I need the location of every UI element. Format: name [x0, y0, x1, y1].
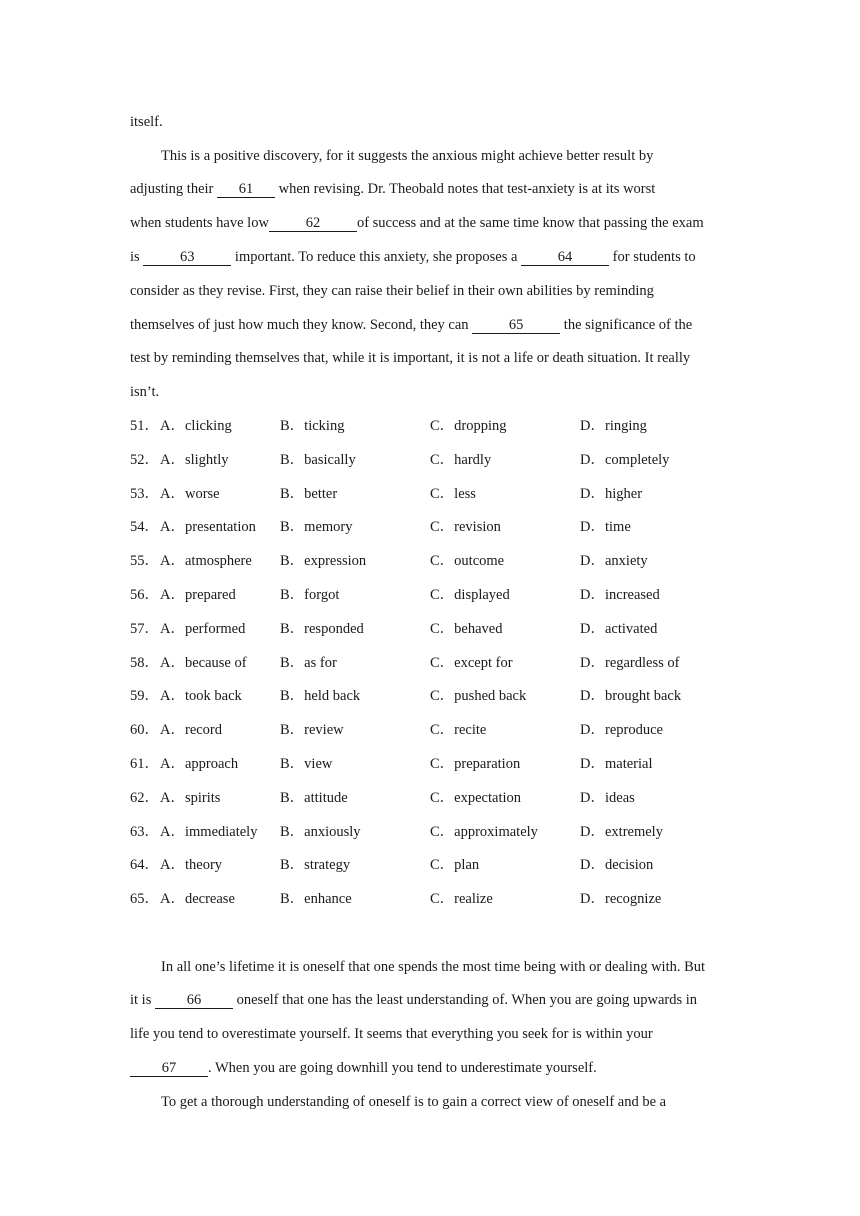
- question-number: 64．: [130, 857, 159, 874]
- option-text: performed: [184, 620, 246, 637]
- option-letter: D．: [580, 553, 605, 570]
- option-text: record: [184, 722, 223, 739]
- option-text: spirits: [184, 789, 221, 806]
- option-letter: D．: [580, 688, 605, 705]
- passage-line: [130, 281, 654, 301]
- option-letter: B．: [280, 418, 305, 434]
- blank-64: 64: [521, 249, 609, 266]
- option-letter: B．: [280, 654, 305, 671]
- option-letter: C．: [430, 654, 455, 671]
- blank-66: 66: [155, 992, 233, 1009]
- blank-65: 65: [472, 317, 560, 334]
- option-letter: B．: [280, 519, 305, 536]
- passage-line: [130, 348, 690, 368]
- option-letter: B．: [280, 485, 305, 502]
- option-text: higher: [604, 485, 643, 502]
- option-row: [130, 484, 750, 504]
- question-number: 53．: [130, 485, 159, 502]
- option-letter: A．: [160, 789, 185, 806]
- option-letter: C．: [430, 756, 455, 772]
- option-text: responded: [304, 620, 364, 637]
- option-letter: B．: [280, 553, 305, 570]
- option-text: reproduce: [604, 722, 663, 739]
- option-a: [160, 484, 220, 504]
- option-letter: D．: [580, 587, 605, 603]
- option-text: recite: [454, 722, 487, 739]
- option-b: [280, 720, 344, 740]
- passage-line: [161, 957, 705, 977]
- passage-line: [130, 1024, 653, 1044]
- passage-text: adjusting their: [130, 181, 217, 197]
- option-d: [580, 822, 663, 842]
- passage-text: . When you are going downhill you tend to underestimate yourself.: [208, 1060, 597, 1076]
- option-d: [580, 686, 681, 706]
- option-text: extremely: [604, 823, 663, 840]
- option-a: [160, 822, 257, 842]
- option-letter: A．: [160, 756, 185, 772]
- option-text: plan: [454, 857, 480, 874]
- option-letter: C．: [430, 418, 455, 434]
- option-b: [280, 450, 356, 470]
- option-row: [130, 653, 750, 673]
- option-letter: A．: [160, 722, 185, 739]
- option-text: increased: [604, 587, 660, 603]
- option-a: [160, 416, 232, 436]
- option-a: [160, 517, 256, 537]
- passage-text: This is a positive discovery, for it suggests the anxious might achieve better result by: [161, 148, 654, 164]
- option-b: [280, 585, 339, 605]
- passage-text: is: [130, 249, 144, 265]
- option-letter: B．: [280, 789, 305, 806]
- option-letter: D．: [580, 789, 605, 806]
- option-b: [280, 822, 361, 842]
- option-c: [430, 822, 538, 842]
- option-letter: D．: [580, 823, 605, 840]
- passage-text: consider as they revise. First, they can raise their belief in their own abilities by reminding: [130, 283, 654, 299]
- blank-62: 62: [269, 215, 357, 232]
- passage-line: [130, 1058, 597, 1078]
- passage-line: [130, 247, 696, 267]
- option-text: brought back: [604, 688, 682, 705]
- option-text: better: [304, 485, 338, 502]
- option-letter: D．: [580, 519, 605, 536]
- option-c: [430, 450, 491, 470]
- option-text: ringing: [604, 418, 647, 434]
- option-row: [130, 686, 750, 706]
- option-row: [130, 517, 750, 537]
- passage-text: life you tend to overestimate yourself. It seems that everything you seek for is within your: [130, 1026, 653, 1042]
- option-letter: C．: [430, 519, 455, 536]
- option-text: completely: [604, 451, 670, 468]
- passage-text: In all one’s lifetime it is oneself that one spends the most time being with or dealing with. But: [161, 959, 706, 975]
- option-c: [430, 686, 526, 706]
- option-d: [580, 585, 660, 605]
- option-letter: A．: [160, 451, 185, 468]
- option-letter: A．: [160, 688, 185, 705]
- option-text: ticking: [304, 418, 345, 434]
- option-text: behaved: [454, 620, 503, 637]
- option-text: worse: [184, 485, 220, 502]
- option-a: [160, 551, 252, 571]
- option-letter: D．: [580, 756, 605, 772]
- passage-text: the significance of the: [560, 317, 693, 333]
- option-letter: C．: [430, 620, 455, 637]
- option-text: review: [304, 722, 344, 739]
- option-a: [160, 585, 236, 605]
- passage-text: it is: [130, 992, 155, 1008]
- option-c: [430, 754, 520, 774]
- option-text: pushed back: [454, 688, 527, 705]
- passage-text: oneself that one has the least understanding of. When you are going upwards in: [232, 992, 697, 1008]
- passage-text: isn’t.: [130, 384, 160, 400]
- option-b: [280, 889, 352, 909]
- option-letter: D．: [580, 418, 605, 434]
- option-text: anxiously: [304, 823, 361, 840]
- option-text: enhance: [304, 891, 352, 908]
- option-letter: A．: [160, 587, 185, 603]
- option-d: [580, 484, 642, 504]
- passage-text: test by reminding themselves that, while it is important, it is not a life or death situation. It really: [130, 350, 691, 366]
- question-number: 59．: [130, 688, 159, 705]
- option-text: less: [454, 485, 476, 502]
- option-c: [430, 517, 501, 537]
- passage-text: of success and at the same time know that passing the exam: [356, 215, 704, 231]
- option-letter: D．: [580, 891, 605, 908]
- option-letter: A．: [160, 654, 185, 671]
- option-text: immediately: [184, 823, 258, 840]
- question-number: 54．: [130, 519, 159, 536]
- option-row: [130, 754, 750, 774]
- blank-67: 67: [130, 1060, 208, 1077]
- question-number: 52．: [130, 451, 159, 468]
- option-a: [160, 889, 235, 909]
- option-text: material: [604, 756, 653, 772]
- option-letter: B．: [280, 756, 305, 772]
- passage-text: itself.: [130, 114, 163, 130]
- question-number: 57．: [130, 620, 159, 637]
- option-text: expectation: [454, 789, 522, 806]
- option-text: approach: [184, 756, 239, 772]
- option-c: [430, 889, 493, 909]
- option-c: [430, 788, 521, 808]
- question-number: 56．: [130, 587, 159, 603]
- option-letter: C．: [430, 485, 455, 502]
- option-letter: C．: [430, 857, 455, 874]
- option-c: [430, 551, 504, 571]
- option-letter: B．: [280, 823, 305, 840]
- question-number: 65．: [130, 891, 159, 908]
- option-text: hardly: [454, 451, 492, 468]
- option-letter: A．: [160, 891, 185, 908]
- option-c: [430, 619, 502, 639]
- option-text: prepared: [184, 587, 236, 603]
- option-text: memory: [304, 519, 353, 536]
- option-d: [580, 889, 661, 909]
- option-b: [280, 551, 366, 571]
- option-d: [580, 450, 669, 470]
- option-text: outcome: [454, 553, 505, 570]
- option-d: [580, 788, 635, 808]
- option-text: dropping: [454, 418, 507, 434]
- option-c: [430, 653, 513, 673]
- option-row: [130, 822, 750, 842]
- option-letter: D．: [580, 857, 605, 874]
- option-letter: C．: [430, 722, 455, 739]
- question-number: 63．: [130, 823, 159, 840]
- option-c: [430, 720, 486, 740]
- option-d: [580, 619, 657, 639]
- option-d: [580, 855, 653, 875]
- option-letter: A．: [160, 553, 185, 570]
- option-a: [160, 653, 247, 673]
- option-text: recognize: [604, 891, 662, 908]
- option-letter: C．: [430, 553, 455, 570]
- option-letter: B．: [280, 891, 305, 908]
- option-letter: C．: [430, 891, 455, 908]
- option-text: preparation: [454, 756, 521, 772]
- option-b: [280, 416, 344, 436]
- option-text: presentation: [184, 519, 256, 536]
- option-text: regardless of: [604, 654, 680, 671]
- question-number: 60．: [130, 722, 159, 739]
- passage-line: [130, 315, 692, 335]
- option-letter: C．: [430, 789, 455, 806]
- option-a: [160, 686, 242, 706]
- option-c: [430, 484, 476, 504]
- option-letter: D．: [580, 485, 605, 502]
- option-text: decision: [604, 857, 654, 874]
- option-d: [580, 653, 679, 673]
- passage-text: To get a thorough understanding of oneself is to gain a correct view of oneself and be a: [161, 1094, 667, 1110]
- passage-line: [161, 146, 653, 166]
- option-letter: D．: [580, 451, 605, 468]
- option-letter: D．: [580, 620, 605, 637]
- question-number: 61．: [130, 756, 159, 772]
- passage-text: for students to: [609, 249, 696, 265]
- option-a: [160, 720, 222, 740]
- option-letter: B．: [280, 451, 305, 468]
- option-letter: B．: [280, 688, 305, 705]
- option-text: slightly: [184, 451, 229, 468]
- option-text: anxiety: [604, 553, 648, 570]
- option-d: [580, 551, 648, 571]
- option-row: [130, 720, 750, 740]
- option-b: [280, 855, 350, 875]
- option-c: [430, 855, 479, 875]
- option-letter: C．: [430, 587, 455, 603]
- blank-63: 63: [143, 249, 231, 266]
- option-text: activated: [604, 620, 658, 637]
- option-row: [130, 889, 750, 909]
- option-text: time: [604, 519, 631, 536]
- option-text: except for: [454, 654, 513, 671]
- option-b: [280, 788, 348, 808]
- option-a: [160, 619, 245, 639]
- option-text: view: [304, 756, 333, 772]
- option-d: [580, 517, 631, 537]
- question-number: 55．: [130, 553, 159, 570]
- option-letter: B．: [280, 620, 305, 637]
- question-number: 51．: [130, 418, 159, 434]
- option-text: took back: [184, 688, 242, 705]
- option-a: [160, 754, 238, 774]
- option-b: [280, 754, 332, 774]
- option-row: [130, 585, 750, 605]
- passage-line: [130, 179, 655, 199]
- option-text: forgot: [304, 587, 340, 603]
- passage-text: important. To reduce this anxiety, she proposes a: [231, 249, 522, 265]
- option-a: [160, 855, 222, 875]
- option-text: clicking: [184, 418, 232, 434]
- question-number: 62．: [130, 789, 159, 806]
- option-letter: C．: [430, 823, 455, 840]
- option-letter: C．: [430, 451, 455, 468]
- option-text: revision: [454, 519, 501, 536]
- option-letter: C．: [430, 688, 455, 705]
- passage-line: [130, 112, 163, 132]
- option-b: [280, 653, 337, 673]
- option-letter: A．: [160, 620, 185, 637]
- option-text: as for: [304, 654, 337, 671]
- option-text: strategy: [304, 857, 351, 874]
- option-d: [580, 754, 653, 774]
- option-text: displayed: [454, 587, 510, 603]
- option-letter: A．: [160, 418, 185, 434]
- option-row: [130, 855, 750, 875]
- option-a: [160, 450, 229, 470]
- option-row: [130, 788, 750, 808]
- option-letter: A．: [160, 519, 185, 536]
- option-row: [130, 450, 750, 470]
- option-text: realize: [454, 891, 493, 908]
- option-b: [280, 686, 360, 706]
- option-text: ideas: [604, 789, 635, 806]
- option-text: attitude: [304, 789, 348, 806]
- option-text: approximately: [454, 823, 538, 840]
- option-text: because of: [184, 654, 247, 671]
- option-text: expression: [304, 553, 367, 570]
- option-a: [160, 788, 220, 808]
- option-letter: B．: [280, 857, 305, 874]
- option-c: [430, 416, 507, 436]
- option-row: [130, 416, 750, 436]
- option-letter: D．: [580, 722, 605, 739]
- option-letter: D．: [580, 654, 605, 671]
- option-row: [130, 619, 750, 639]
- passage-line: [130, 382, 159, 402]
- option-b: [280, 619, 364, 639]
- option-text: decrease: [184, 891, 235, 908]
- passage-text: themselves of just how much they know. Second, they can: [130, 317, 473, 333]
- passage-text: when revising. Dr. Theobald notes that test-anxiety is at its worst: [275, 181, 656, 197]
- option-text: theory: [184, 857, 223, 874]
- option-letter: A．: [160, 857, 185, 874]
- option-c: [430, 585, 510, 605]
- option-text: held back: [304, 688, 361, 705]
- option-text: basically: [304, 451, 356, 468]
- option-letter: A．: [160, 823, 185, 840]
- question-number: 58．: [130, 654, 159, 671]
- option-d: [580, 720, 663, 740]
- option-b: [280, 517, 353, 537]
- passage-line: [130, 213, 704, 233]
- option-b: [280, 484, 337, 504]
- option-letter: B．: [280, 722, 305, 739]
- option-text: atmosphere: [184, 553, 252, 570]
- option-row: [130, 551, 750, 571]
- option-d: [580, 416, 647, 436]
- passage-line: [161, 1092, 666, 1112]
- blank-61: 61: [217, 181, 275, 198]
- passage-line: [130, 990, 697, 1010]
- option-letter: B．: [280, 587, 305, 603]
- option-letter: A．: [160, 485, 185, 502]
- passage-text: when students have low: [130, 215, 269, 231]
